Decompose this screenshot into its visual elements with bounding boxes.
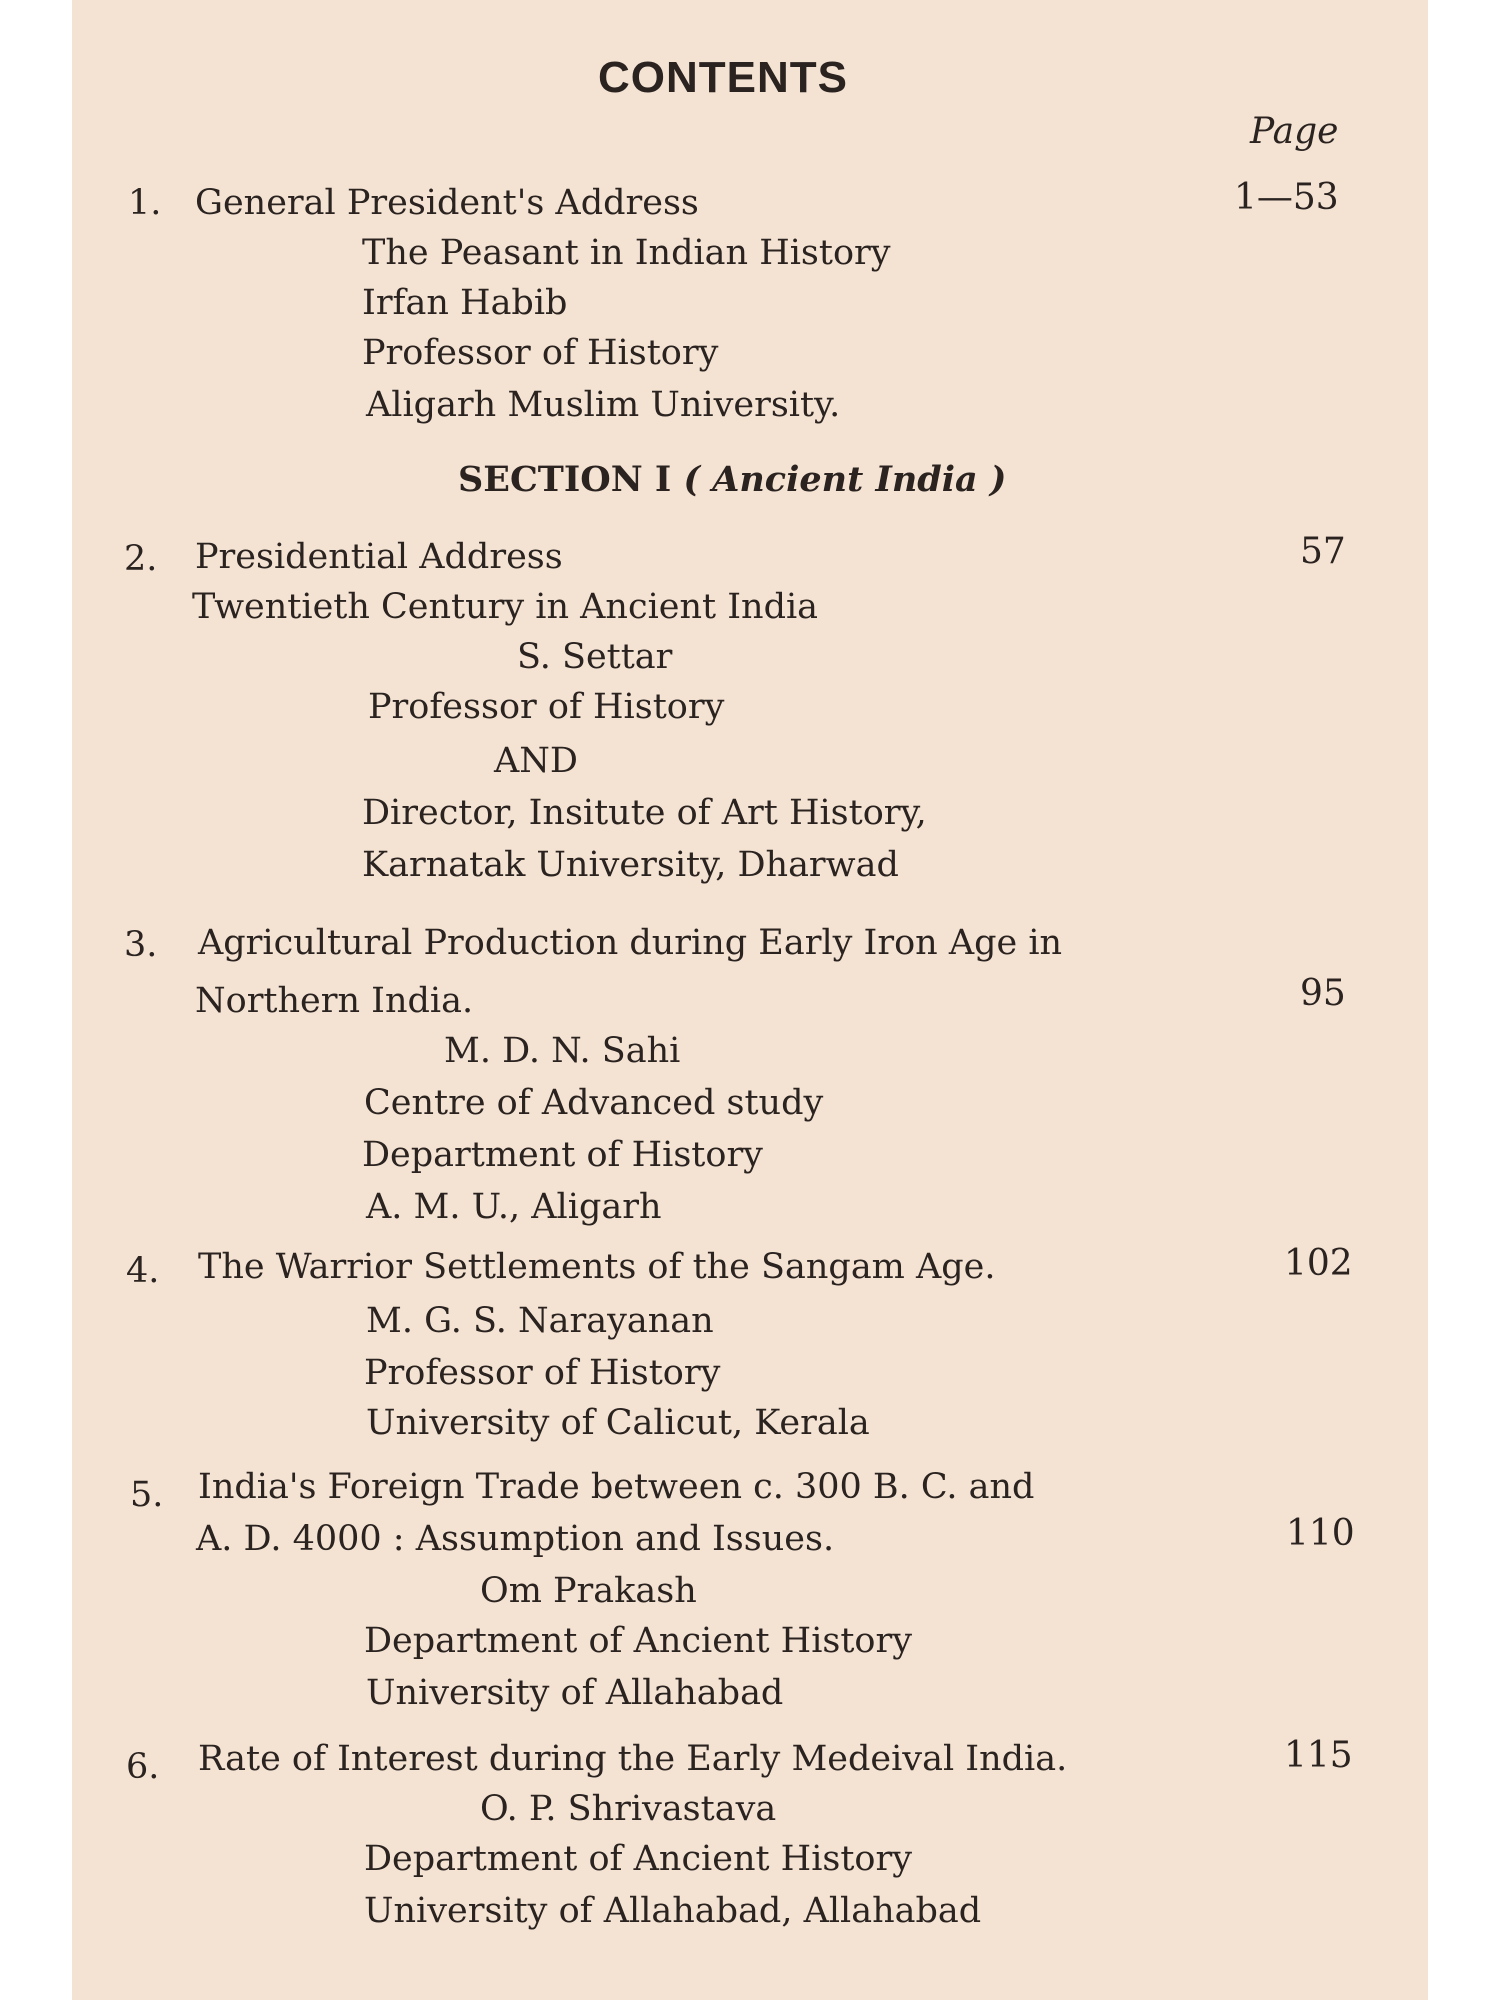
entry-affiliation: Director, Insitute of Art History, [362,793,927,833]
entry-affiliation: Department of Ancient History [364,1621,913,1661]
entry-author: Irfan Habib [362,283,568,323]
entry-page-number[interactable]: 102 [1284,1243,1353,1284]
entry-page-number[interactable]: 110 [1286,1513,1355,1554]
entry-number: 2. [124,539,158,579]
entry-subtitle: The Peasant in Indian History [362,233,891,273]
entry-affiliation: Aligarh Muslim University. [366,385,841,425]
entry-affiliation: University of Allahabad, Allahabad [364,1891,982,1931]
entry-title[interactable]: General President's Address [195,183,699,223]
entry-number: 3. [124,925,158,965]
section-heading [458,459,1007,500]
entry-affiliation: A. M. U., Aligarh [366,1187,662,1227]
entry-title[interactable]: Rate of Interest during the Early Medeival India. [198,1739,1068,1779]
entry-affiliation: Department of Ancient History [364,1839,913,1879]
entry-affiliation: Professor of History [368,687,725,727]
contents-title: CONTENTS [598,53,848,102]
entry-page-number[interactable]: 1—53 [1234,177,1339,218]
entry-author: M. G. S. Narayanan [366,1301,714,1341]
entry-author: O. P. Shrivastava [480,1789,777,1829]
entry-title[interactable]: A. D. 4000 : Assumption and Issues. [196,1519,835,1559]
entry-author: S. Settar [517,637,673,677]
entry-affiliation: AND [494,741,578,781]
entry-title[interactable]: Agricultural Production during Early Iron Age in [198,923,1063,963]
entry-number: 5. [130,1475,164,1515]
entry-author: Om Prakash [480,1571,697,1611]
entry-affiliation: Centre of Advanced study [364,1083,824,1123]
entry-affiliation: Professor of History [362,333,719,373]
entry-title[interactable]: Presidential Address [195,537,563,577]
entry-number: 4. [126,1251,160,1291]
entry-page-number[interactable]: 95 [1300,973,1346,1014]
entry-affiliation: Karnatak University, Dharwad [362,845,899,885]
page-column-label: Page [1250,111,1339,152]
entry-title[interactable]: The Warrior Settlements of the Sangam Age. [198,1247,996,1287]
entry-affiliation: University of Calicut, Kerala [366,1403,870,1443]
section-label: SECTION I [458,459,672,500]
entry-subtitle: Twentieth Century in Ancient India [192,587,819,627]
entry-title[interactable]: India's Foreign Trade between c. 300 B. C. and [198,1467,1035,1507]
entry-author: M. D. N. Sahi [444,1031,681,1071]
entry-affiliation: Department of History [362,1135,763,1175]
entry-page-number[interactable]: 115 [1284,1735,1353,1776]
entry-number: 1. [128,183,162,223]
entry-affiliation: Professor of History [364,1353,721,1393]
section-period: ( Ancient India ) [683,459,1007,500]
entry-affiliation: University of Allahabad [366,1673,784,1713]
entry-number: 6. [126,1747,160,1787]
entry-page-number[interactable]: 57 [1300,531,1346,572]
entry-title[interactable]: Northern India. [195,981,474,1021]
